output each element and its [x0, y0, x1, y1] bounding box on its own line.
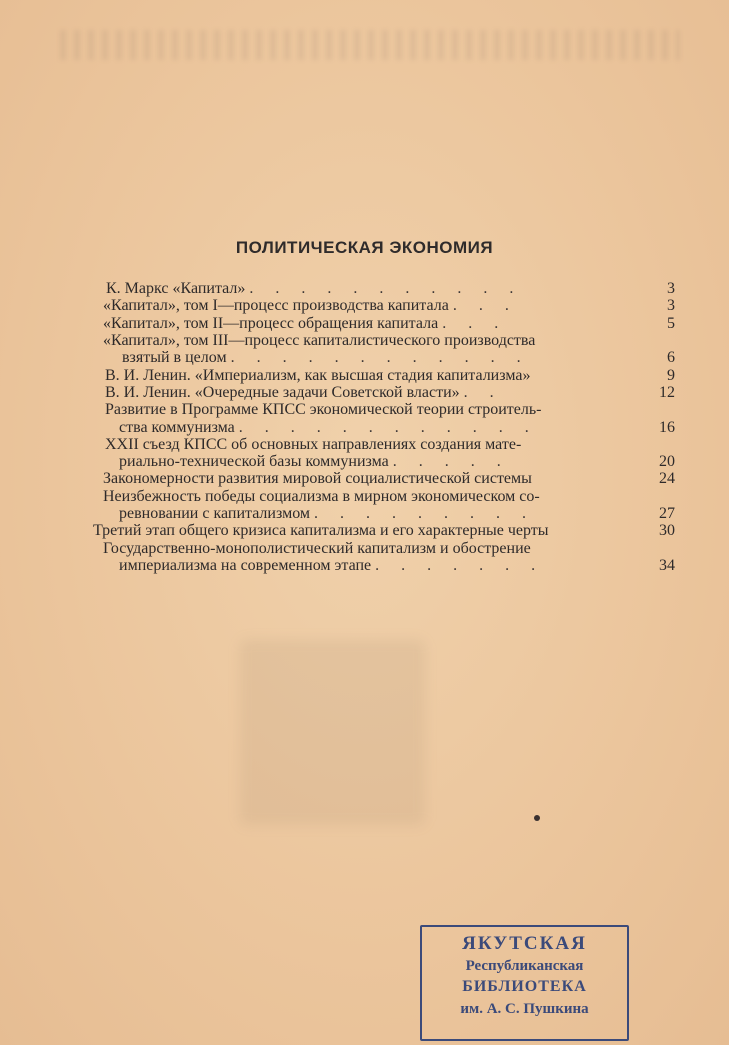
toc-entry-continuation: [119, 419, 538, 436]
toc-entry: [105, 367, 530, 384]
leader-dots: . . .: [442, 315, 508, 332]
toc-entry: [93, 522, 549, 539]
toc-entry: [103, 315, 507, 332]
toc-entry-title: XXII съезд КПСС об основных направлениях создания мате-: [105, 436, 522, 453]
toc-page-number: 3: [667, 280, 675, 297]
toc-entry-title: Закономерности развития мировой социалистической системы: [103, 470, 532, 487]
toc-entry-title: Развитие в Программе КПСС экономической теории строитель-: [105, 401, 542, 418]
toc-page-number: 5: [667, 315, 675, 332]
toc-page-number: 9: [667, 367, 675, 384]
show-through-text: [60, 30, 680, 60]
leader-dots: . . . . .: [392, 453, 510, 470]
toc-entry: [105, 401, 542, 418]
toc-page-number: 6: [667, 349, 675, 366]
toc-page-number: 30: [659, 522, 675, 539]
stamp-line: ЯКУТСКАЯ: [462, 933, 587, 954]
toc-entry-title: Неизбежность победы социализма в мирном экономическом со-: [103, 488, 540, 505]
toc-entry-continuation: [122, 349, 530, 366]
toc-entry: [103, 297, 518, 314]
toc-entry: [103, 470, 532, 487]
leader-dots: . . . . . . . . .: [314, 505, 536, 522]
toc-entry-title: «Капитал», том II—процесс обращения капитала: [103, 315, 439, 332]
toc-page-number: 12: [659, 384, 675, 401]
toc-page-number: 20: [659, 453, 675, 470]
toc-entry-title-cont: империализма на современном этапе: [119, 557, 372, 574]
toc-entry-title-cont: взятый в целом: [122, 349, 227, 366]
ink-speck: [534, 815, 540, 821]
toc-page-number: 24: [659, 470, 675, 487]
leader-dots: . . . . . . . . . . .: [249, 280, 523, 297]
toc-entry-title: В. И. Ленин. «Империализм, как высшая стадия капитализма»: [105, 367, 531, 384]
toc-entry-continuation: [119, 453, 510, 470]
toc-page-number: 34: [659, 557, 675, 574]
leader-dots: . . . . . . . . . . . .: [230, 349, 530, 366]
toc-page-number: 27: [659, 505, 675, 522]
toc-entry: [103, 488, 540, 505]
leader-dots: . . . . . . .: [375, 557, 545, 574]
toc-entry-continuation: [119, 557, 544, 574]
toc-page-number: 16: [659, 419, 675, 436]
toc-entry-continuation: [119, 505, 535, 522]
leader-dots: . . .: [452, 297, 518, 314]
toc-entry-title: «Капитал», том I—процесс производства капитала: [103, 297, 449, 314]
toc-entry-title: «Капитал», том III—процесс капиталистического производства: [103, 332, 536, 349]
leader-dots: . . . . . . . . . . . .: [238, 419, 538, 436]
toc-entry-title-cont: ства коммунизма: [119, 419, 235, 436]
toc-entry-title-cont: риально-технической базы коммунизма: [119, 453, 389, 470]
stamp-line: Республиканская: [465, 958, 584, 974]
toc-entry-title: Государственно-монополистический капитализм и обострение: [103, 540, 531, 557]
paper-stain: [240, 640, 425, 825]
toc-entry-title: Третий этап общего кризиса капитализма и его характерные черты: [93, 522, 549, 539]
stamp-line: им. А. С. Пушкина: [460, 1001, 589, 1017]
toc-entry: [106, 280, 522, 297]
page-title: ПОЛИТИЧЕСКАЯ ЭКОНОМИЯ: [235, 238, 494, 257]
toc-entry-title: К. Маркс «Капитал»: [106, 280, 246, 297]
toc-entry: [105, 436, 521, 453]
library-stamp: [420, 925, 629, 1041]
toc-entry-title-cont: ревновании с капитализмом: [119, 505, 311, 522]
toc-entry: [105, 384, 503, 401]
toc-entry-title: В. И. Ленин. «Очередные задачи Советской власти»: [105, 384, 460, 401]
toc-entry: [103, 332, 535, 349]
toc-page-number: 3: [667, 297, 675, 314]
toc-entry: [103, 540, 531, 557]
leader-dots: . .: [463, 384, 503, 401]
stamp-line: БИБЛИОТЕКА: [462, 978, 587, 995]
